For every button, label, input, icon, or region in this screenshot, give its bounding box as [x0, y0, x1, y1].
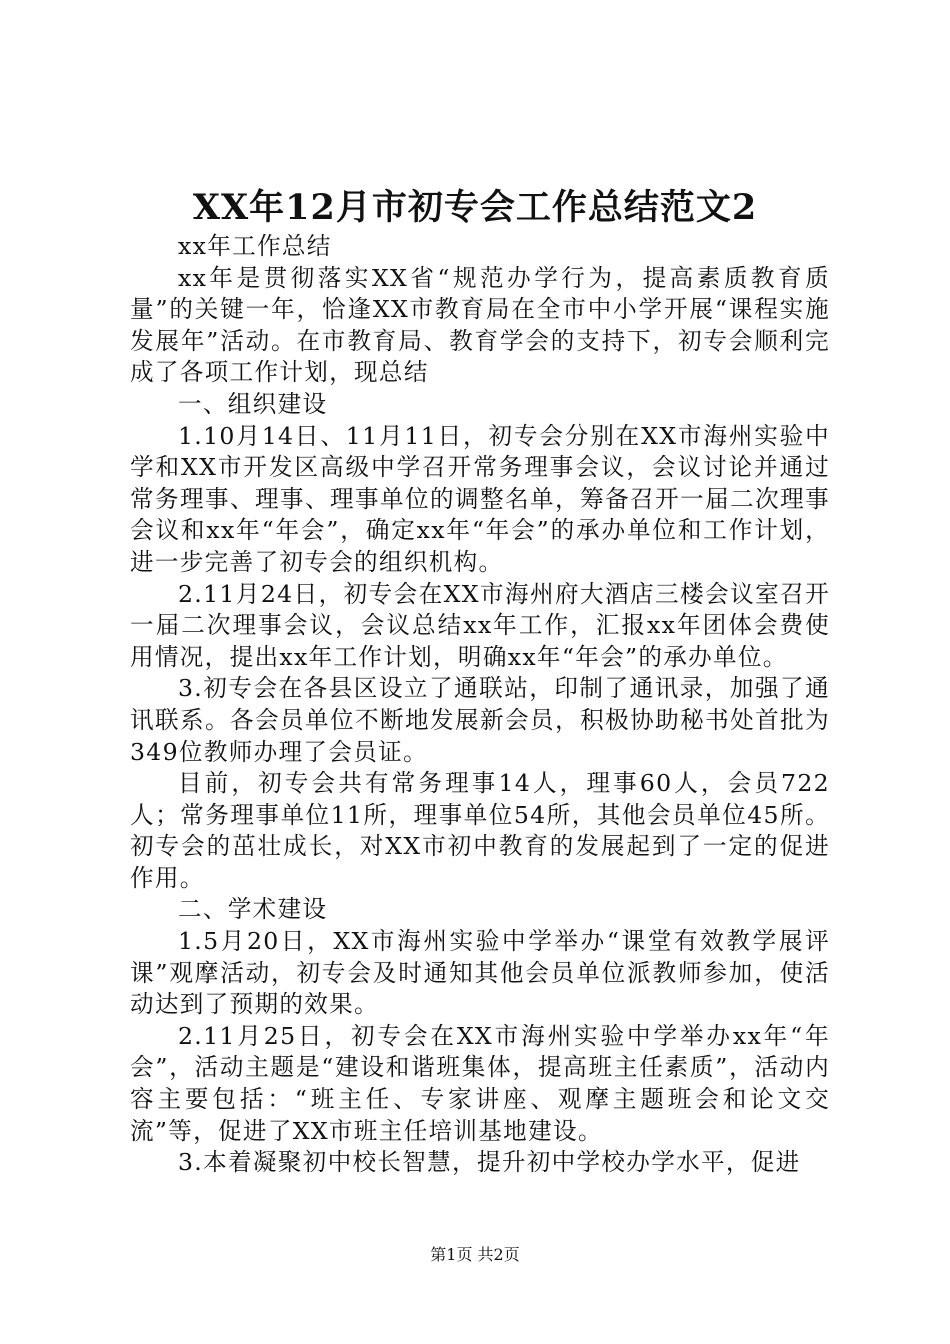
page-number-footer: 第1页 共2页	[430, 1245, 520, 1264]
section-heading: xx年工作总结	[178, 232, 332, 260]
document-title: XX年12月市初专会工作总结范文2	[192, 187, 758, 228]
section-heading: 二、学术建设	[178, 895, 328, 924]
paragraph: 2.11月25日，初专会在XX市海州实验中学举办xx年“年会”，活动主题是“建设和谐班集体，提高班主任素质”，活动内容主要包括：“班主任、专家讲座、观摩主题班会和论文交流”等，促进了XX市班主任培训基地建设。	[130, 1021, 830, 1145]
paragraph: 2.11月24日，初专会在XX市海州府大酒店三楼会议室召开一届二次理事会议，会议总结xx年工作，汇报xx年团体会费使用情况，提出xx年工作计划，明确xx年“年会”的承办单位。	[130, 579, 830, 671]
paragraph: 3.本着凝聚初中校长智慧，提升初中学校办学水平，促进	[178, 1148, 801, 1177]
paragraph: 1.5月20日，XX市海州实验中学举办“课堂有效教学展评课”观摩活动，初专会及时通知其他会员单位派教师参加，使活动达到了预期的效果。	[130, 927, 830, 1019]
section-heading: 一、组织建设	[178, 389, 328, 418]
paragraph: 1.10月14日、11月11日，初专会分别在XX市海州实验中学和XX市开发区高级中学召开常务理事会议，会议讨论并通过常务理事、理事、理事单位的调整名单，筹备召开一届二次理事会议和xx年“年会”，确定xx年“年会”的承办单位和工作计划，进一步完善了初专会的组织机构。	[130, 421, 830, 576]
paragraph: xx年是贯彻落实XX省“规范办学行为，提高素质教育质量”的关键一年，恰逢XX市教育局在全市中小学开展“课程实施发展年”活动。在市教育局、教育学会的支持下，初专会顺利完成了各项工作计划，现总结	[130, 263, 830, 387]
document-body	[130, 231, 830, 1179]
paragraph: 目前，初专会共有常务理事14人，理事60人，会员722人；常务理事单位11所，理事单位54所，其他会员单位45所。初专会的茁壮成长，对XX市初中教育的发展起到了一定的促进作用。	[130, 769, 830, 892]
paragraph: 3.初专会在各县区设立了通联站，印制了通讯录，加强了通讯联系。各会员单位不断地发展新会员，积极协助秘书处首批为349位教师办理了会员证。	[130, 674, 830, 766]
